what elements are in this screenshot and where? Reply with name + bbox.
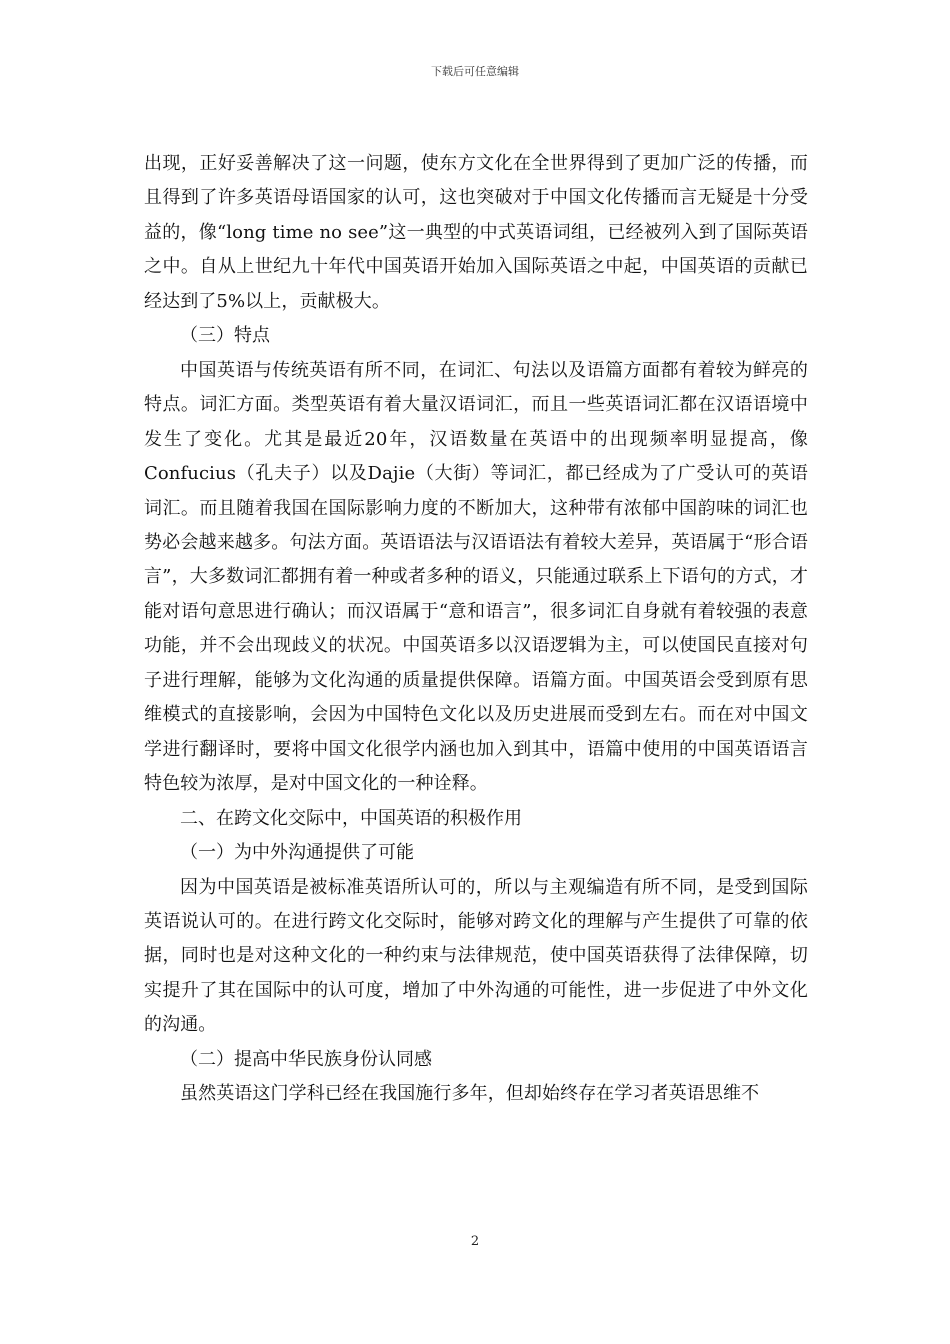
subsection-heading-identity: （二）提高中华民族身份认同感 [180,1048,432,1070]
document-body [144,147,808,1112]
subsection-heading-communication: （一）为中外沟通提供了可能 [180,842,414,864]
paragraph-2: 中国英语与传统英语有所不同，在词汇、句法以及语篇方面都有着较为鲜亮的特点。词汇方面。类型英语有着大量汉语词汇，而且一些英语词汇都在汉语语境中发生了变化。尤其是最近20年，汉语数量在英语中的出现频率明显提高，像Confucius（孔夫子）以及Dajie（大街）等词汇，都已经成为了广受认可的英语词汇。而且随着我国在国际影响力度的不断加大，这种带有浓郁中国韵味的词汇也势必会越来越多。句法方面。英语语法与汉语语法有着较大差异，英语属于“形合语言”，大多数词汇都拥有着一种或者多种的语义，只能通过联系上下语句的方式，才能对语句意思进行确认；而汉语属于“意和语言”，很多词汇自身就有着较强的表意功能，并不会出现歧义的状况。中国英语多以汉语逻辑为主，可以使国民直接对句子进行理解，能够为文化沟通的质量提供保障。语篇方面。中国英语会受到原有思维模式的直接影响，会因为中国特色文化以及历史进展而受到左右。而在对中国文学进行翻译时，要将中国文化很学内涵也加入到其中，语篇中使用的中国英语语言特色较为浓厚，是对中国文化的一种诠释。 [144,359,808,795]
page-header: 下载后可任意编辑 [431,65,519,78]
section-heading-features: （三）特点 [180,325,270,347]
paragraph-4: 虽然英语这门学科已经在我国施行多年，但却始终存在学习者英语思维不 [180,1083,760,1105]
section-heading-positive-role: 二、在跨文化交际中，中国英语的积极作用 [180,807,522,829]
paragraph-3: 因为中国英语是被标准英语所认可的，所以与主观编造有所不同，是受到国际英语说认可的。在进行跨文化交际时，能够对跨文化的理解与产生提供了可靠的依据，同时也是对这种文化的一种约束与法律规范，使中国英语获得了法律保障，切实提升了其在国际中的认可度，增加了中外沟通的可能性，进一步促进了中外文化的沟通。 [144,876,808,1036]
page-number: 2 [470,1234,480,1249]
paragraph-1: 出现，正好妥善解决了这一问题，使东方文化在全世界得到了更加广泛的传播，而且得到了许多英语母语国家的认可，这也突破对于中国文化传播而言无疑是十分受益的，像“long time no see”这一典型的中式英语词组，已经被列入到了国际英语之中。自从上世纪九十年代中国英语开始加入国际英语之中起，中国英语的贡献已经达到了5%以上，贡献极大。 [144,153,808,312]
